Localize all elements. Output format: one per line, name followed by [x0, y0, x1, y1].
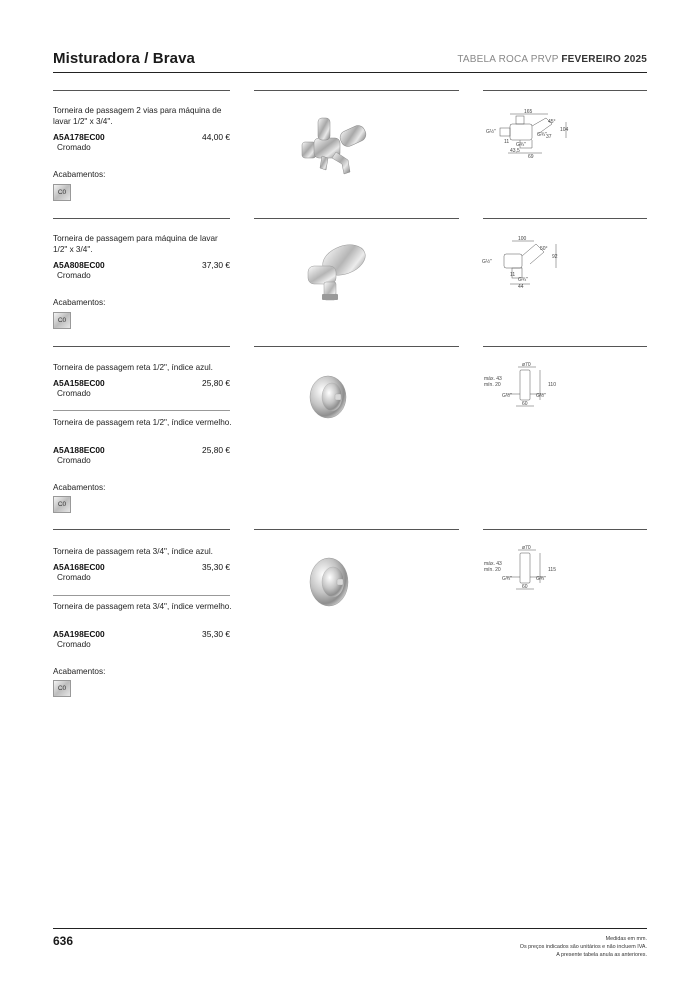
technical-drawing-4	[482, 545, 572, 593]
technical-drawing-1	[486, 108, 576, 160]
dim-label: 11	[504, 139, 510, 145]
product-code: A5A198EC00	[53, 629, 105, 639]
product-finish: Cromado	[57, 143, 91, 152]
title-separator: /	[139, 50, 153, 67]
page-title	[53, 50, 195, 67]
product-finish: Cromado	[57, 640, 91, 649]
product-finish: Cromado	[57, 389, 91, 398]
dim-label: G¾"	[518, 277, 528, 283]
product-price: 25,80 €	[202, 378, 230, 388]
dim-label: 11	[510, 272, 516, 278]
dim-label: 60	[522, 401, 528, 407]
product-code: A5A158EC00	[53, 378, 105, 388]
product-description: Torneira de passagem reta 1/2", índice azul.	[53, 363, 213, 372]
catalog-date: FEVEREIRO 2025	[561, 54, 647, 65]
product-finish: Cromado	[57, 573, 91, 582]
dim-label: 69	[528, 154, 534, 160]
page-number: 636	[53, 934, 74, 948]
dim-label: G½"	[536, 393, 546, 399]
section-4-rule-right	[483, 529, 647, 530]
finishes-label: Acabamentos:	[53, 483, 106, 492]
section-1-rule-left	[53, 90, 230, 91]
finishes-label: Acabamentos:	[53, 170, 106, 179]
dim-label: G¾"	[502, 576, 512, 582]
section-2-rule-mid	[254, 218, 459, 219]
product-description: Torneira de passagem reta 3/4", índice azul.	[53, 547, 213, 556]
footer-note-prices: Os preços indicados são unitários e não incluem IVA.	[519, 944, 647, 950]
product-price: 37,30 €	[202, 260, 230, 270]
catalog-name: TABELA ROCA PRVP	[457, 54, 559, 65]
footer-note-supersedes: A presente tabela anula as anteriores.	[556, 952, 647, 958]
dim-label: G½"	[502, 393, 512, 399]
dim-label: 92	[552, 254, 558, 260]
section-1-rule-right	[483, 90, 647, 91]
dim-label: mín. 20	[484, 567, 501, 573]
section-4-rule-left	[53, 529, 230, 530]
dim-label: 44	[518, 284, 524, 290]
product-finish: Cromado	[57, 271, 91, 280]
dim-label: G¾"	[536, 576, 546, 582]
product-price: 35,30 €	[202, 562, 230, 572]
product-photo-straight-valve-half-inch	[308, 374, 348, 420]
dim-label: G¾"	[537, 132, 547, 138]
dim-label: G½"	[486, 129, 496, 135]
dim-label: 60	[522, 584, 528, 590]
dim-label: ø70	[522, 362, 531, 368]
dim-label: máx. 43	[484, 376, 502, 382]
product-description: Torneira de passagem reta 1/2", índice vermelho.	[53, 418, 232, 427]
dim-label: 50°	[540, 246, 548, 252]
product-code: A5A188EC00	[53, 445, 105, 455]
product-description: Torneira de passagem reta 3/4", índice vermelho.	[53, 602, 232, 611]
dim-label: ø70	[522, 545, 531, 551]
dim-label: 45°	[548, 119, 556, 125]
dim-label: 115	[548, 567, 556, 573]
product-photo-washing-machine-valve	[302, 240, 372, 306]
section-2-rule-right	[483, 218, 647, 219]
section-3-rule-left	[53, 346, 230, 347]
header-divider	[53, 72, 647, 73]
section-4-rule-mid	[254, 529, 459, 530]
dim-label: G½"	[482, 259, 492, 265]
technical-drawing-3	[482, 362, 572, 410]
section-2-rule-left	[53, 218, 230, 219]
dim-label: 37	[546, 134, 552, 140]
item-divider	[53, 595, 230, 596]
dim-label: 110	[548, 382, 556, 388]
finishes-label: Acabamentos:	[53, 667, 106, 676]
footer-divider	[53, 928, 647, 929]
product-price: 25,80 €	[202, 445, 230, 455]
dim-label: 104	[560, 127, 569, 133]
dim-label: 43,5	[510, 148, 520, 154]
product-code: A5A168EC00	[53, 562, 105, 572]
dim-label: mín. 20	[484, 382, 501, 388]
product-code: A5A808EC00	[53, 260, 105, 270]
dim-label: máx. 43	[484, 561, 502, 567]
title-collection: Brava	[152, 50, 195, 67]
section-3-rule-mid	[254, 346, 459, 347]
title-category: Misturadora	[53, 50, 140, 67]
finish-chip-chrome: C0	[53, 184, 71, 201]
product-photo-straight-valve-three-quarter-inch	[308, 556, 350, 608]
footer-note-units: Medidas em mm.	[605, 936, 647, 942]
product-description: Torneira de passagem 2 vias para máquina de lavar 1/2" x 3/4".	[53, 106, 222, 126]
product-price: 44,00 €	[202, 132, 230, 142]
technical-drawing-2	[482, 236, 572, 290]
finish-chip-chrome: C0	[53, 496, 71, 513]
product-photo-two-way-valve	[298, 112, 378, 180]
product-finish: Cromado	[57, 456, 91, 465]
product-description: Torneira de passagem para máquina de lavar 1/2" x 3/4".	[53, 234, 218, 254]
item-divider	[53, 410, 230, 411]
finish-chip-chrome: C0	[53, 680, 71, 697]
section-3-rule-right	[483, 346, 647, 347]
product-code: A5A178EC00	[53, 132, 105, 142]
dim-label: 165	[524, 109, 533, 115]
product-price: 35,30 €	[202, 629, 230, 639]
dim-label: G¾"	[516, 142, 526, 148]
section-1-rule-mid	[254, 90, 459, 91]
dim-label: 100	[518, 236, 527, 242]
finishes-label: Acabamentos:	[53, 298, 106, 307]
catalog-label	[457, 54, 647, 65]
finish-chip-chrome: C0	[53, 312, 71, 329]
